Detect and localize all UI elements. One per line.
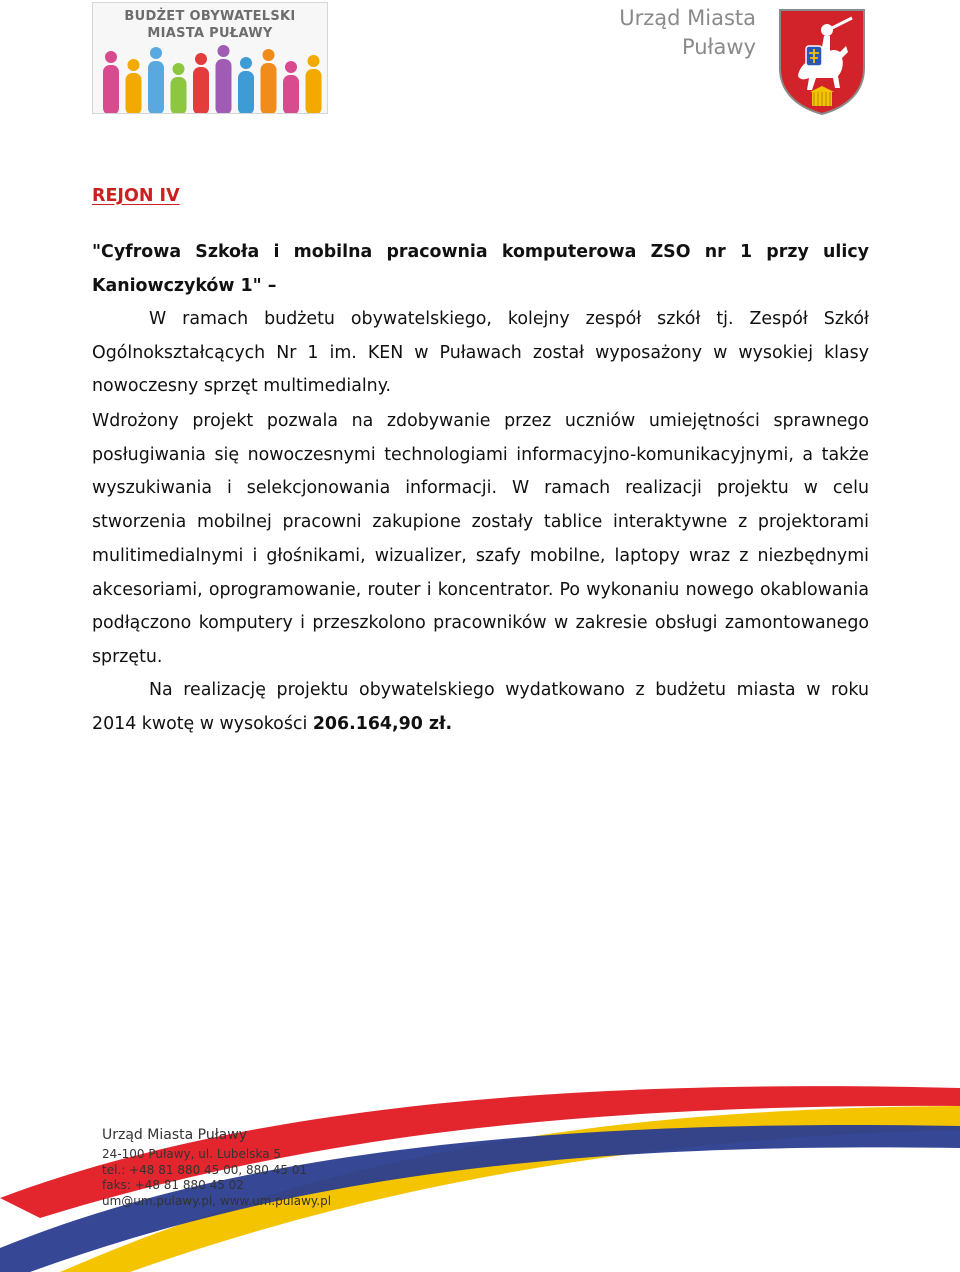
paragraph-description: Wdrożony projekt pozwala na zdobywanie przez uczniów umiejętności sprawnego posługiwania się nowoczesnymi technologiami informacyjno-komunikacyjnymi, a także wyszukiwania i selekcjonowania informacji. W ramach realizacji projektu w celu stworzenia mobilnej pracowni zakupione zostały tablice interaktywne z projektorami mulitimedialnymi i głośnikami, wizualizer, szafy mobilne, laptopy wraz z niezbędnymi akcesoriami, oprogramowanie, router i koncentrator. Po wykonaniu nowego okablowania podłączono komputery i przeszkolono pracowników w zakresie obsługi zamontowanego sprzętu. [92, 411, 869, 667]
paragraph-cost [92, 674, 869, 741]
logo-person-head [150, 47, 162, 59]
footer-phone: tel.: +48 81 880 45 00, 880 45 01 [102, 1162, 308, 1177]
footer-web: um@um.pulawy.pl, www.um.pulawy.pl [102, 1193, 332, 1208]
logo-person-body [126, 73, 142, 113]
logo-title-line-2: MIASTA PUŁAWY [147, 26, 273, 41]
footer-contact [102, 1124, 331, 1209]
office-name-line-1: Urząd Miasta [619, 6, 756, 30]
logo-person-head [105, 51, 117, 63]
logo-person-body [261, 63, 277, 113]
logo-person-body [193, 67, 209, 113]
logo-people-graphic [93, 43, 327, 113]
logo-person-head [195, 53, 207, 65]
logo-person-head [218, 45, 230, 57]
logo-person-body [238, 71, 254, 113]
logo-person-body [148, 61, 164, 113]
logo-person-head [285, 61, 297, 73]
office-name [600, 4, 756, 62]
logo-person-head [263, 49, 275, 61]
logo-person-body [283, 75, 299, 113]
section-heading: REJON IV [92, 186, 180, 206]
budzet-obywatelski-logo [92, 2, 328, 114]
logo-person-head [128, 59, 140, 71]
cost-text: Na realizację projektu obywatelskiego wydatkowano z budżetu miasta w roku 2014 kwotę w wysokości [92, 680, 869, 734]
logo-person-body [216, 59, 232, 113]
logo-person-body [171, 77, 187, 113]
logo-title-line-1: BUDŻET OBYWATELSKI [124, 9, 296, 24]
logo-person-head [173, 63, 185, 75]
cost-amount: 206.164,90 zł. [312, 713, 453, 734]
logo-person-head [240, 57, 252, 69]
logo-person-body [103, 65, 119, 113]
logo-person-body [306, 69, 322, 113]
footer-organization: Urząd Miasta Puławy [102, 1127, 247, 1143]
logo-person-head [308, 55, 320, 67]
footer-fax: faks: +48 81 880 45 02 [102, 1178, 244, 1193]
coat-of-arms-icon [776, 6, 868, 116]
project-title: "Cyfrowa Szkoła i mobilna pracownia komputerowa ZSO nr 1 przy ulicy Kaniowczyków 1" – [92, 242, 869, 296]
paragraph-intro: W ramach budżetu obywatelskiego, kolejny zespół szkół tj. Zespół Szkół Ogólnokształcących Nr 1 im. KEN w Puławach został wyposażony w wysokiej klasy nowoczesny sprzęt multimedialny. [92, 309, 869, 397]
footer-address: 24-100 Puławy, ul. Lubelska 5 [102, 1147, 282, 1161]
office-name-line-2: Puławy [681, 35, 756, 59]
